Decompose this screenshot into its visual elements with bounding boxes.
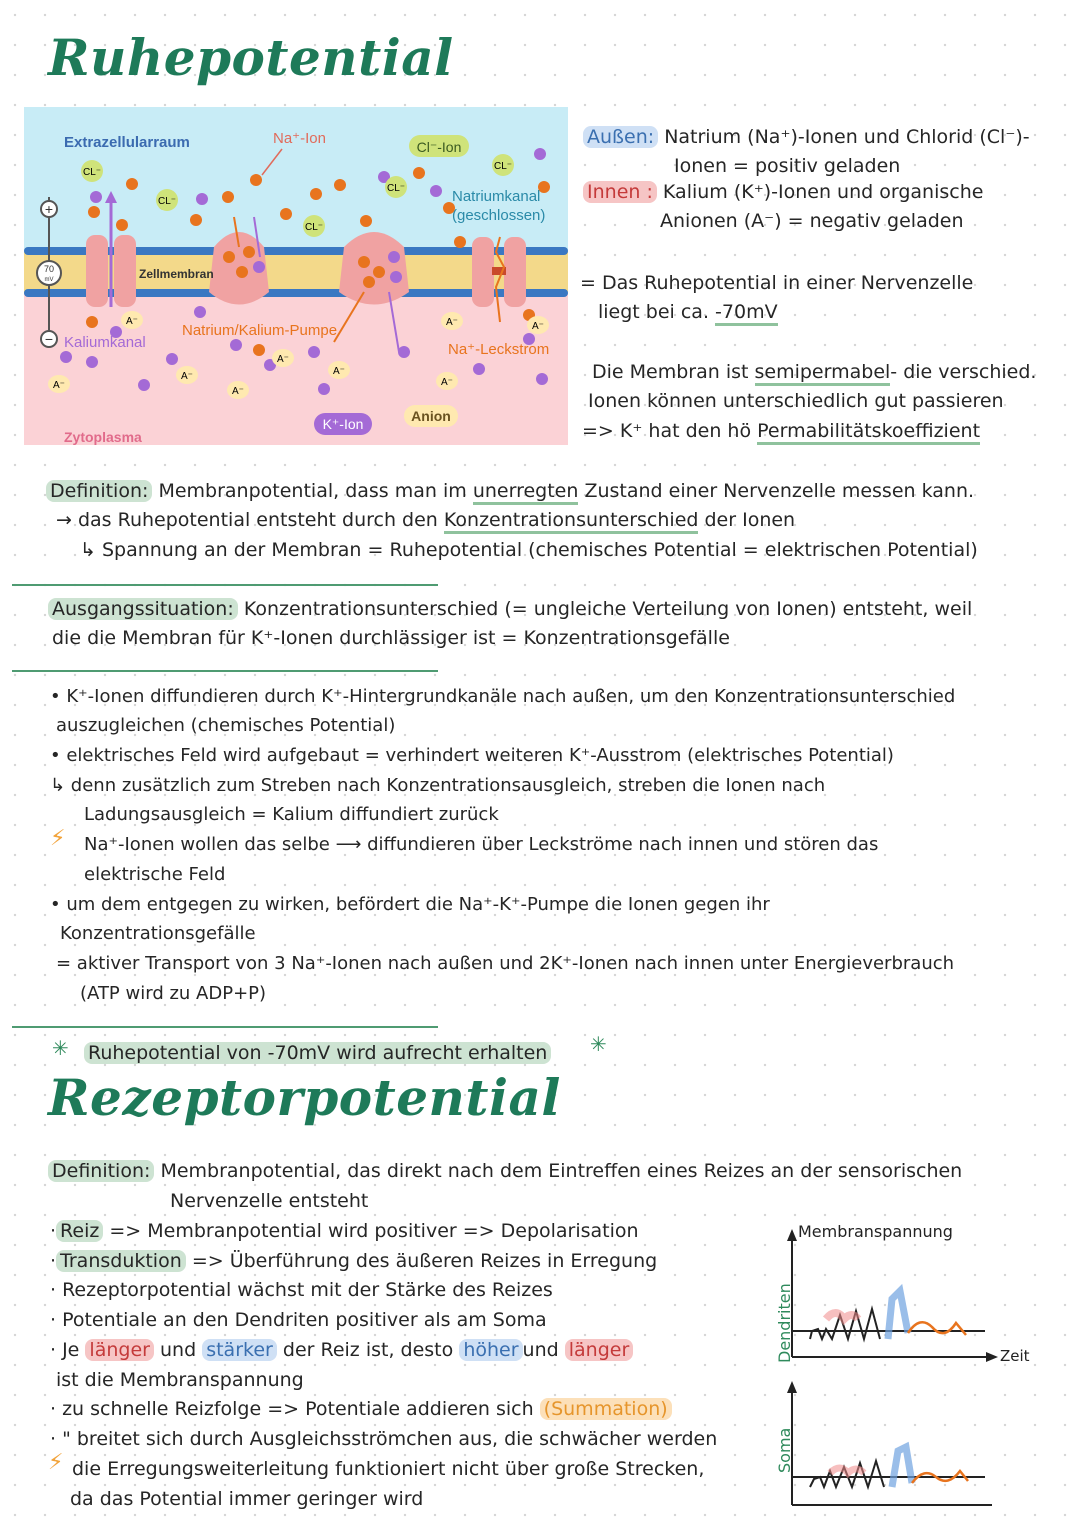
note-membran-3 — [582, 416, 980, 446]
label-anion: Anion — [411, 408, 451, 424]
note-ruhe-1: = Das Ruhepotential in einer Nervenzelle — [580, 272, 974, 294]
label-cl-ion: Cl⁻-Ion — [416, 139, 462, 155]
list-line-10: = aktiver Transport von 3 Na⁺-Ionen nach außen und 2K⁺-Ionen nach innen unter Energieverbrauch — [56, 953, 955, 974]
svg-text:A⁻: A⁻ — [277, 354, 289, 365]
voltage-value: 70 — [43, 264, 55, 274]
list-line-4: ↳ denn zusätzlich zum Streben nach Konzentrationsausgleich, streben die Ionen nach — [50, 775, 826, 796]
svg-text:A⁻: A⁻ — [446, 317, 458, 328]
svg-text:A⁻: A⁻ — [333, 366, 345, 377]
text-k-hat: => K⁺ hat den hö — [582, 420, 752, 442]
svg-text:CL⁻: CL⁻ — [82, 167, 102, 178]
text-laenger-1: länger — [85, 1339, 154, 1361]
label-zeit: Zeit — [1000, 1347, 1030, 1365]
rezeptor-definition — [48, 1156, 962, 1186]
receptor-potential-graphs — [760, 1215, 1060, 1515]
text-summation: (Summation) — [540, 1398, 672, 1420]
sparkle-icon-left: ✳ — [52, 1036, 69, 1060]
label-rezeptor-definition: Definition: — [48, 1160, 154, 1182]
label-ausgangssituation: Ausgangssituation: — [48, 598, 238, 620]
soma-red-highlight — [830, 1468, 864, 1473]
rezeptor-line-7: · zu schnelle Reizfolge => Potentiale addieren sich (Summation) — [50, 1394, 672, 1424]
svg-text:CL⁻: CL⁻ — [157, 196, 177, 207]
label-membranspannung: Membranspannung — [798, 1222, 953, 1241]
text-aussen: Natrium (Na⁺)-Ionen und Chlorid (Cl⁻)- — [664, 126, 1030, 148]
list-line-8: • um dem entgegen zu wirken, befördert die Na⁺-K⁺-Pumpe die Ionen gegen ihr — [50, 894, 770, 915]
label-aussen: Außen: — [583, 126, 658, 148]
label-leckstrom: Na⁺-Leckstrom — [448, 341, 550, 358]
list-line-3: • elektrisches Feld wird aufgebaut = verhindert weiteren K⁺-Ausstrom (elektrisches Potential) — [50, 745, 894, 766]
label-definition: Definition: — [46, 480, 152, 502]
dendriten-orange-curve — [908, 1322, 966, 1335]
list-line-5: Ladungsausgleich = Kalium diffundiert zurück — [84, 804, 499, 825]
text-innen: Kalium (K⁺)-Ionen und organische — [662, 181, 984, 203]
separator-1 — [12, 584, 438, 586]
svg-text:A⁻: A⁻ — [532, 321, 544, 332]
text-liegt-bei: liegt bei ca. — [598, 301, 709, 323]
transduktion-text: => Überführung des äußeren Reizes in Erregung — [191, 1250, 658, 1272]
rezeptor-line-6: ist die Membranspannung — [56, 1369, 304, 1391]
svg-text:CL⁻: CL⁻ — [493, 161, 513, 172]
svg-text:A⁻: A⁻ — [126, 316, 138, 327]
label-reiz: Reiz — [56, 1220, 103, 1242]
rezeptor-line-5: · Je länger und stärker der Reiz ist, desto höher und länger — [50, 1335, 633, 1365]
resting-potential-diagram — [24, 107, 568, 445]
title-rezeptorpotential: Rezeptorpotential — [48, 1068, 561, 1127]
text-hoeher: höher — [459, 1339, 522, 1361]
note-innen-2: Anionen (A⁻) = negativ geladen — [660, 210, 964, 232]
note-aussen — [583, 122, 1030, 152]
note-innen — [583, 177, 983, 207]
lightning-icon-2: ⚡ — [48, 1450, 64, 1475]
label-zellmembran: Zellmembran — [139, 267, 214, 281]
rezeptor-line-8: · " breitet sich durch Ausgleichsströmchen aus, die schwächer werden — [50, 1428, 718, 1450]
label-transduktion: Transduktion — [56, 1250, 186, 1272]
label-dendriten: Dendriten — [775, 1283, 794, 1363]
note-ruhe-2 — [598, 297, 778, 327]
dendriten-red-highlight — [826, 1313, 858, 1319]
rezeptor-reiz: · Reiz => Membranpotential wird positiver => Depolarisation — [50, 1220, 639, 1242]
svg-text:A⁻: A⁻ — [53, 380, 65, 391]
title-ruhepotential: Ruhepotential — [48, 28, 454, 87]
label-pumpe: Natrium/Kalium-Pumpe — [182, 322, 338, 339]
list-line-9: Konzentrationsgefälle — [60, 923, 256, 944]
text-70mv: -70mV — [715, 301, 778, 326]
plus-sign: + — [44, 201, 54, 217]
def-text-b: unerregten — [473, 480, 579, 505]
def-text-a: Membranpotential, dass man im — [158, 480, 467, 502]
text-verschied: - die verschied. — [890, 361, 1037, 383]
reiz-text: => Membranpotential wird positiver => Depolarisation — [109, 1220, 639, 1242]
definition-ruhe — [46, 476, 974, 506]
list-line-11: (ATP wird zu ADP+P) — [80, 983, 267, 1004]
list-line-1: • K⁺-Ionen diffundieren durch K⁺-Hintergrundkanäle nach außen, um den Konzentrationsunterschied — [50, 686, 956, 707]
ausgang-text: Konzentrationsunterschied (= ungleiche Verteilung von Ionen) entsteht, weil — [243, 598, 973, 620]
def-line2-c: der Ionen — [704, 509, 796, 531]
ausgang-line-2: die die Membran für K⁺-Ionen durchlässiger ist = Konzentrationsgefälle — [52, 627, 730, 649]
separator-3 — [12, 1026, 438, 1028]
svg-text:A⁻: A⁻ — [441, 377, 453, 388]
rezeptor-def-text: Membranpotential, das direkt nach dem Eintreffen eines Reizes an der sensorischen — [160, 1160, 963, 1182]
list-line-6: Na⁺-Ionen wollen das selbe ⟶ diffundieren über Leckströme nach innen und stören das — [84, 834, 879, 855]
voltage-unit: mV — [44, 277, 54, 283]
sparkle-icon-right: ✳ — [590, 1032, 607, 1056]
label-geschlossen: (geschlossen) — [452, 207, 546, 224]
svg-text:A⁻: A⁻ — [232, 386, 244, 397]
text-staerker: stärker — [202, 1339, 277, 1361]
svg-text:CL⁻: CL⁻ — [304, 222, 324, 233]
cytoplasm-area — [24, 287, 568, 445]
summary-text: Ruhepotential von -70mV wird aufrecht erhalten — [84, 1042, 551, 1064]
definition-line-3: ↳ Spannung an der Membran = Ruhepotential (chemisches Potential = elektrischen Potential) — [80, 539, 978, 561]
svg-text:A⁻: A⁻ — [181, 371, 193, 382]
separator-2 — [12, 670, 438, 672]
rezeptor-line-10: da das Potential immer geringer wird — [70, 1488, 424, 1510]
rezeptor-def-line-2: Nervenzelle entsteht — [170, 1190, 369, 1212]
rezeptor-line-9: die Erregungsweiterleitung funktioniert nicht über große Strecken, — [72, 1458, 705, 1480]
definition-line-2 — [56, 505, 795, 535]
svg-text:CL⁻: CL⁻ — [386, 183, 406, 194]
def-line2-b: Konzentrationsunterschied — [444, 509, 699, 534]
label-innen: Innen : — [583, 181, 657, 203]
label-kaliumkanal: Kaliumkanal — [64, 334, 146, 351]
note-membran-2: Ionen können unterschiedlich gut passieren — [588, 390, 1004, 412]
label-soma: Soma — [775, 1427, 794, 1473]
def-text-c: Zustand einer Nervenzelle messen kann. — [584, 480, 975, 502]
membrane-illustration — [24, 107, 568, 445]
label-natriumkanal: Natriumkanal — [452, 188, 541, 205]
rezeptor-transduktion: · Transduktion => Überführung des äußeren Reizes in Erregung — [50, 1250, 658, 1272]
label-k-ion: K⁺-Ion — [322, 416, 364, 432]
summary — [84, 1038, 551, 1068]
text-membran-ist: Die Membran ist — [592, 361, 749, 383]
note-aussen-2: Ionen = positiv geladen — [674, 155, 901, 177]
def-line2-a: → das Ruhepotential entsteht durch den — [56, 509, 438, 531]
soma-blue-highlight — [892, 1447, 912, 1487]
note-membran-1 — [592, 357, 1036, 387]
ausgangssituation — [48, 594, 972, 624]
rezeptor-line-4: · Potentiale an den Dendriten positiver als am Soma — [50, 1309, 547, 1331]
text-semipermeabel: semipermabel — [755, 361, 891, 386]
rezeptor-line-3: · Rezeptorpotential wächst mit der Stärke des Reizes — [50, 1279, 553, 1301]
lightning-icon-1: ⚡ — [50, 826, 66, 851]
text-laenger-2: länger — [565, 1339, 634, 1361]
minus-sign: − — [44, 331, 54, 347]
list-line-2: auszugleichen (chemisches Potential) — [56, 715, 396, 736]
label-extrazellularraum: Extrazellularraum — [64, 134, 190, 151]
label-na-ion: Na⁺-Ion — [273, 130, 326, 147]
list-line-7: elektrische Feld — [84, 864, 226, 885]
label-zytoplasma: Zytoplasma — [64, 429, 142, 445]
text-permeabilitaet: Permabilitätskoeffizient — [757, 420, 980, 445]
